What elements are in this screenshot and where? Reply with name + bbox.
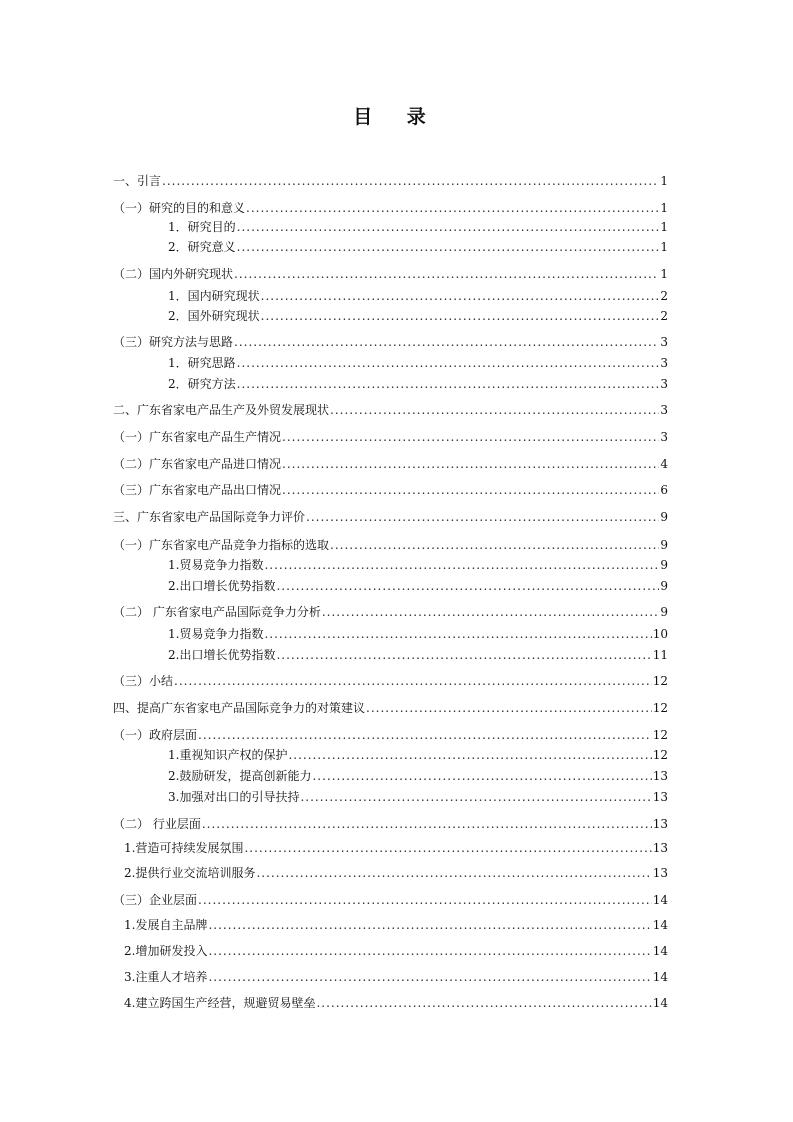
toc-dot-leader bbox=[282, 481, 659, 499]
toc-dot-leader bbox=[234, 265, 659, 283]
toc-entry-title: 2.鼓励研发，提高创新能力 bbox=[168, 769, 312, 783]
toc-page-number: 6 bbox=[660, 483, 668, 497]
toc-page-number: 3 bbox=[660, 356, 668, 370]
toc-page-number: 12 bbox=[652, 701, 668, 715]
toc-entry[interactable] bbox=[113, 672, 668, 690]
toc-entry-title: 2.增加研发投入 bbox=[124, 944, 208, 958]
toc-page-number: 2 bbox=[660, 289, 668, 303]
toc-entry-title: （二）国内外研究现状 bbox=[113, 267, 234, 281]
toc-entry-title: （三）企业层面 bbox=[113, 893, 198, 907]
toc-page-number: 14 bbox=[652, 893, 668, 907]
toc-entry-title: （一）广东省家电产品竞争力指标的选取 bbox=[113, 538, 330, 552]
toc-entry[interactable] bbox=[113, 455, 668, 473]
toc-dot-leader bbox=[306, 508, 659, 526]
toc-page-number: 9 bbox=[660, 558, 668, 572]
toc-dot-leader bbox=[244, 839, 651, 857]
toc-dot-leader bbox=[208, 942, 651, 960]
toc-page-number: 1 bbox=[660, 240, 668, 254]
toc-page-number: 1 bbox=[660, 220, 668, 234]
toc-entry[interactable] bbox=[113, 536, 668, 554]
toc-entry[interactable] bbox=[113, 699, 668, 717]
toc-dot-leader bbox=[208, 968, 651, 986]
toc-entry[interactable] bbox=[113, 603, 668, 621]
toc-entry-title: （一）政府层面 bbox=[113, 728, 198, 742]
toc-entry-title: （一）广东省家电产品生产情况 bbox=[113, 430, 282, 444]
toc-dot-leader bbox=[237, 354, 660, 372]
toc-page-number: 13 bbox=[652, 841, 668, 855]
toc-page-number: 3 bbox=[660, 377, 668, 391]
toc-dot-leader bbox=[316, 994, 651, 1012]
toc-entry[interactable] bbox=[168, 238, 668, 256]
toc-entry-title: （二） 行业层面 bbox=[113, 817, 201, 831]
toc-entry-title: 二、广东省家电产品生产及外贸发展现状 bbox=[113, 403, 330, 417]
toc-dot-leader bbox=[234, 333, 659, 351]
toc-page-number: 11 bbox=[652, 648, 668, 662]
toc-dot-leader bbox=[208, 916, 651, 934]
toc-dot-leader bbox=[330, 536, 659, 554]
toc-entry-title: 一、引言 bbox=[113, 174, 162, 188]
toc-entry[interactable] bbox=[124, 942, 668, 960]
toc-entry-title: （二）广东省家电产品进口情况 bbox=[113, 457, 282, 471]
toc-dot-leader bbox=[256, 864, 651, 882]
toc-entry-title: 四、提高广东省家电产品国际竞争力的对策建议 bbox=[113, 701, 366, 715]
toc-page-number: 10 bbox=[652, 627, 668, 641]
toc-entry[interactable] bbox=[113, 726, 668, 744]
toc-entry-title: 2.出口增长优势指数 bbox=[168, 579, 276, 593]
toc-entry-title: 1.贸易竞争力指数 bbox=[168, 558, 264, 572]
toc-page-number: 1 bbox=[660, 267, 668, 281]
toc-dot-leader bbox=[237, 375, 660, 393]
toc-dot-leader bbox=[198, 726, 652, 744]
toc-entry-title: 1.发展自主品牌 bbox=[124, 918, 208, 932]
toc-entry-title: 2.出口增长优势指数 bbox=[168, 648, 276, 662]
toc-page-number: 3 bbox=[660, 430, 668, 444]
toc-page-number: 1 bbox=[660, 174, 668, 188]
toc-page-number: 13 bbox=[652, 769, 668, 783]
toc-dot-leader bbox=[300, 788, 651, 806]
toc-entry-title: 2．研究方法 bbox=[168, 377, 236, 391]
toc-dot-leader bbox=[276, 577, 659, 595]
toc-dot-leader bbox=[237, 238, 660, 256]
toc-dot-leader bbox=[237, 218, 660, 236]
toc-entry[interactable] bbox=[113, 265, 668, 283]
toc-dot-leader bbox=[312, 767, 651, 785]
toc-entry[interactable] bbox=[124, 916, 668, 934]
toc-entry-title: 2．研究意义 bbox=[168, 240, 236, 254]
toc-entry[interactable] bbox=[168, 556, 668, 574]
toc-dot-leader bbox=[162, 172, 659, 190]
toc-page-number: 14 bbox=[652, 970, 668, 984]
toc-entry-title: 4.建立跨国生产经营，规避贸易壁垒 bbox=[124, 996, 316, 1010]
toc-page-number: 12 bbox=[652, 674, 668, 688]
toc-page-number: 13 bbox=[652, 817, 668, 831]
toc-entry-title: 1．研究思路 bbox=[168, 356, 236, 370]
toc-entry-title: （三）研究方法与思路 bbox=[113, 335, 234, 349]
toc-dot-leader bbox=[264, 625, 651, 643]
toc-title: 目 录 bbox=[353, 106, 440, 128]
toc-dot-leader bbox=[282, 428, 659, 446]
toc-entry-title: （一）研究的目的和意义 bbox=[113, 201, 246, 215]
toc-dot-leader bbox=[264, 556, 659, 574]
toc-entry-title: （二） 广东省家电产品国际竞争力分析 bbox=[113, 605, 321, 619]
toc-dot-leader bbox=[330, 401, 659, 419]
toc-entry[interactable] bbox=[113, 333, 668, 351]
toc-entry[interactable] bbox=[113, 172, 668, 190]
toc-entry[interactable] bbox=[168, 307, 668, 325]
toc-entry[interactable] bbox=[113, 891, 668, 909]
toc-entry-title: （三）广东省家电产品出口情况 bbox=[113, 483, 282, 497]
toc-dot-leader bbox=[198, 891, 652, 909]
toc-dot-leader bbox=[282, 455, 659, 473]
toc-entry-title: 三、广东省家电产品国际竞争力评价 bbox=[113, 510, 306, 524]
toc-entry[interactable] bbox=[168, 788, 668, 806]
toc-entry[interactable] bbox=[168, 767, 668, 785]
toc-dot-leader bbox=[322, 603, 660, 621]
toc-entry-title: 2．国外研究现状 bbox=[168, 309, 260, 323]
toc-page-number: 12 bbox=[652, 728, 668, 742]
toc-dot-leader bbox=[202, 815, 652, 833]
toc-entry[interactable] bbox=[113, 199, 668, 217]
toc-dot-leader bbox=[261, 287, 660, 305]
toc-entry[interactable] bbox=[124, 839, 668, 857]
toc-page-number: 4 bbox=[660, 457, 668, 471]
toc-page-number: 12 bbox=[652, 748, 668, 762]
toc-page-number: 3 bbox=[660, 403, 668, 417]
toc-page-number: 3 bbox=[660, 335, 668, 349]
toc-entry[interactable] bbox=[124, 968, 668, 986]
toc-entry[interactable] bbox=[124, 994, 668, 1012]
toc-entry[interactable] bbox=[113, 401, 668, 419]
toc-entry-title: 2.提供行业交流培训服务 bbox=[124, 866, 256, 880]
toc-entry[interactable] bbox=[113, 428, 668, 446]
toc-dot-leader bbox=[288, 746, 651, 764]
toc-dot-leader bbox=[276, 646, 651, 664]
toc-entry-title: 1．国内研究现状 bbox=[168, 289, 260, 303]
toc-entry-title: （三）小结 bbox=[113, 674, 174, 688]
toc-page-number: 14 bbox=[652, 996, 668, 1010]
toc-entry-title: 1．研究目的 bbox=[168, 220, 236, 234]
toc-entry[interactable] bbox=[168, 375, 668, 393]
toc-entry-title: 3.注重人才培养 bbox=[124, 970, 208, 984]
toc-page-number: 2 bbox=[660, 309, 668, 323]
toc-entry-title: 1.贸易竞争力指数 bbox=[168, 627, 264, 641]
toc-page-number: 13 bbox=[652, 790, 668, 804]
toc-page-number: 14 bbox=[652, 918, 668, 932]
toc-entry-title: 1.营造可持续发展氛围 bbox=[124, 841, 244, 855]
toc-dot-leader bbox=[261, 307, 660, 325]
toc-entry[interactable] bbox=[113, 815, 668, 833]
toc-entry[interactable] bbox=[168, 625, 668, 643]
toc-page-number: 9 bbox=[660, 605, 668, 619]
toc-page-number: 9 bbox=[660, 579, 668, 593]
toc-entry[interactable] bbox=[168, 746, 668, 764]
toc-entry[interactable] bbox=[124, 864, 668, 882]
toc-entry[interactable] bbox=[168, 577, 668, 595]
toc-entry-title: 3.加强对出口的引导扶持 bbox=[168, 790, 300, 804]
toc-entry[interactable] bbox=[168, 218, 668, 236]
toc-entry[interactable] bbox=[168, 354, 668, 372]
toc-page-number: 1 bbox=[660, 201, 668, 215]
toc-dot-leader bbox=[174, 672, 652, 690]
toc-page-number: 9 bbox=[660, 538, 668, 552]
toc-entry[interactable] bbox=[113, 481, 668, 499]
toc-entry[interactable] bbox=[168, 287, 668, 305]
toc-entry-title: 1.重视知识产权的保护 bbox=[168, 748, 288, 762]
toc-page-number: 9 bbox=[660, 510, 668, 524]
toc-page-number: 13 bbox=[652, 866, 668, 880]
toc-page-number: 14 bbox=[652, 944, 668, 958]
toc-entry[interactable] bbox=[168, 646, 668, 664]
toc-entry[interactable] bbox=[113, 508, 668, 526]
toc-dot-leader bbox=[246, 199, 659, 217]
toc-dot-leader bbox=[366, 699, 652, 717]
